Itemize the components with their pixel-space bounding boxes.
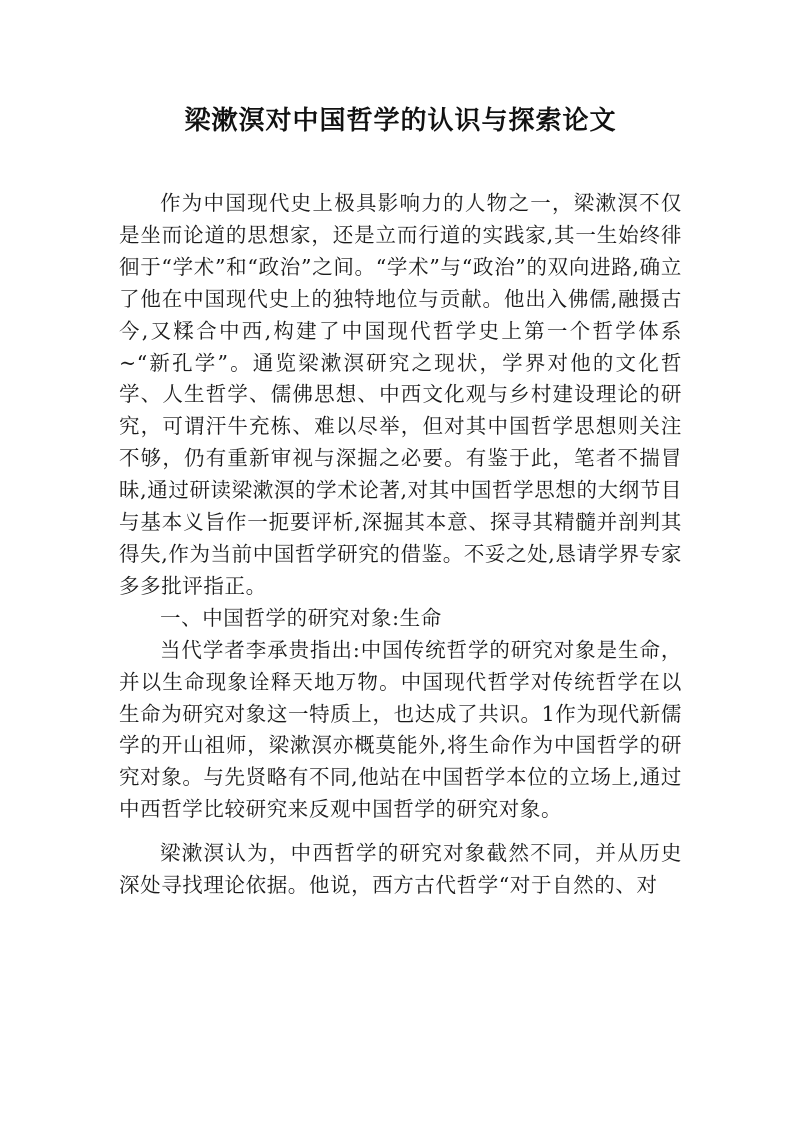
section-paragraph-2: 梁漱溟认为，中西哲学的研究对象截然不同，并从历史深处寻找理论依据。他说，西方古代哲学“对于自然的、对: [119, 841, 682, 898]
intro-paragraph: 作为中国现代史上极具影响力的人物之一，梁漱溟不仅是坐而论道的思想家，还是立而行道的实践家,其一生始终徘徊于“学术”和“政治”之间。“学术”与“政治”的双向进路,确立了他在中国现代史上的独特地位与贡献。他出入佛儒,融摄古今,又糅合中西,构建了中国现代哲学史上第一个哲学体系~“新孔学”。通览梁漱溟研究之现状，学界对他的文化哲学、人生哲学、儒佛思想、中西文化观与乡村建设理论的研究，可谓汗牛充栋、难以尽举，但对其中国哲学思想则关注不够，仍有重新审视与深掘之必要。有鉴于此，笔者不揣冒昧,通过研读梁漱溟的学术论著,对其中国哲学思想的大纲节目与基本义旨作一扼要评析,深掘其本意、探寻其精髓并剖判其得失,作为当前中国哲学研究的借鉴。不妥之处,恳请学界专家多多批评指正。: [119, 191, 682, 598]
section-paragraph-1: 当代学者李承贵指出:中国传统哲学的研究对象是生命，并以生命现象诠释天地万物。中国现代哲学对传统哲学在以生命为研究对象这一特质上，也达成了共识。1作为现代新儒学的开山祖师，梁漱溟亦概莫能外,将生命作为中国哲学的研究对象。与先贤略有不同,他站在中国哲学本位的立场上,通过中西哲学比较研究来反观中国哲学的研究对象。: [119, 637, 682, 822]
document-title: 梁漱溟对中国哲学的认识与探索论文: [184, 106, 617, 136]
document-body: [119, 188, 682, 902]
section-heading: 一、中国哲学的研究对象:生命: [160, 605, 442, 630]
